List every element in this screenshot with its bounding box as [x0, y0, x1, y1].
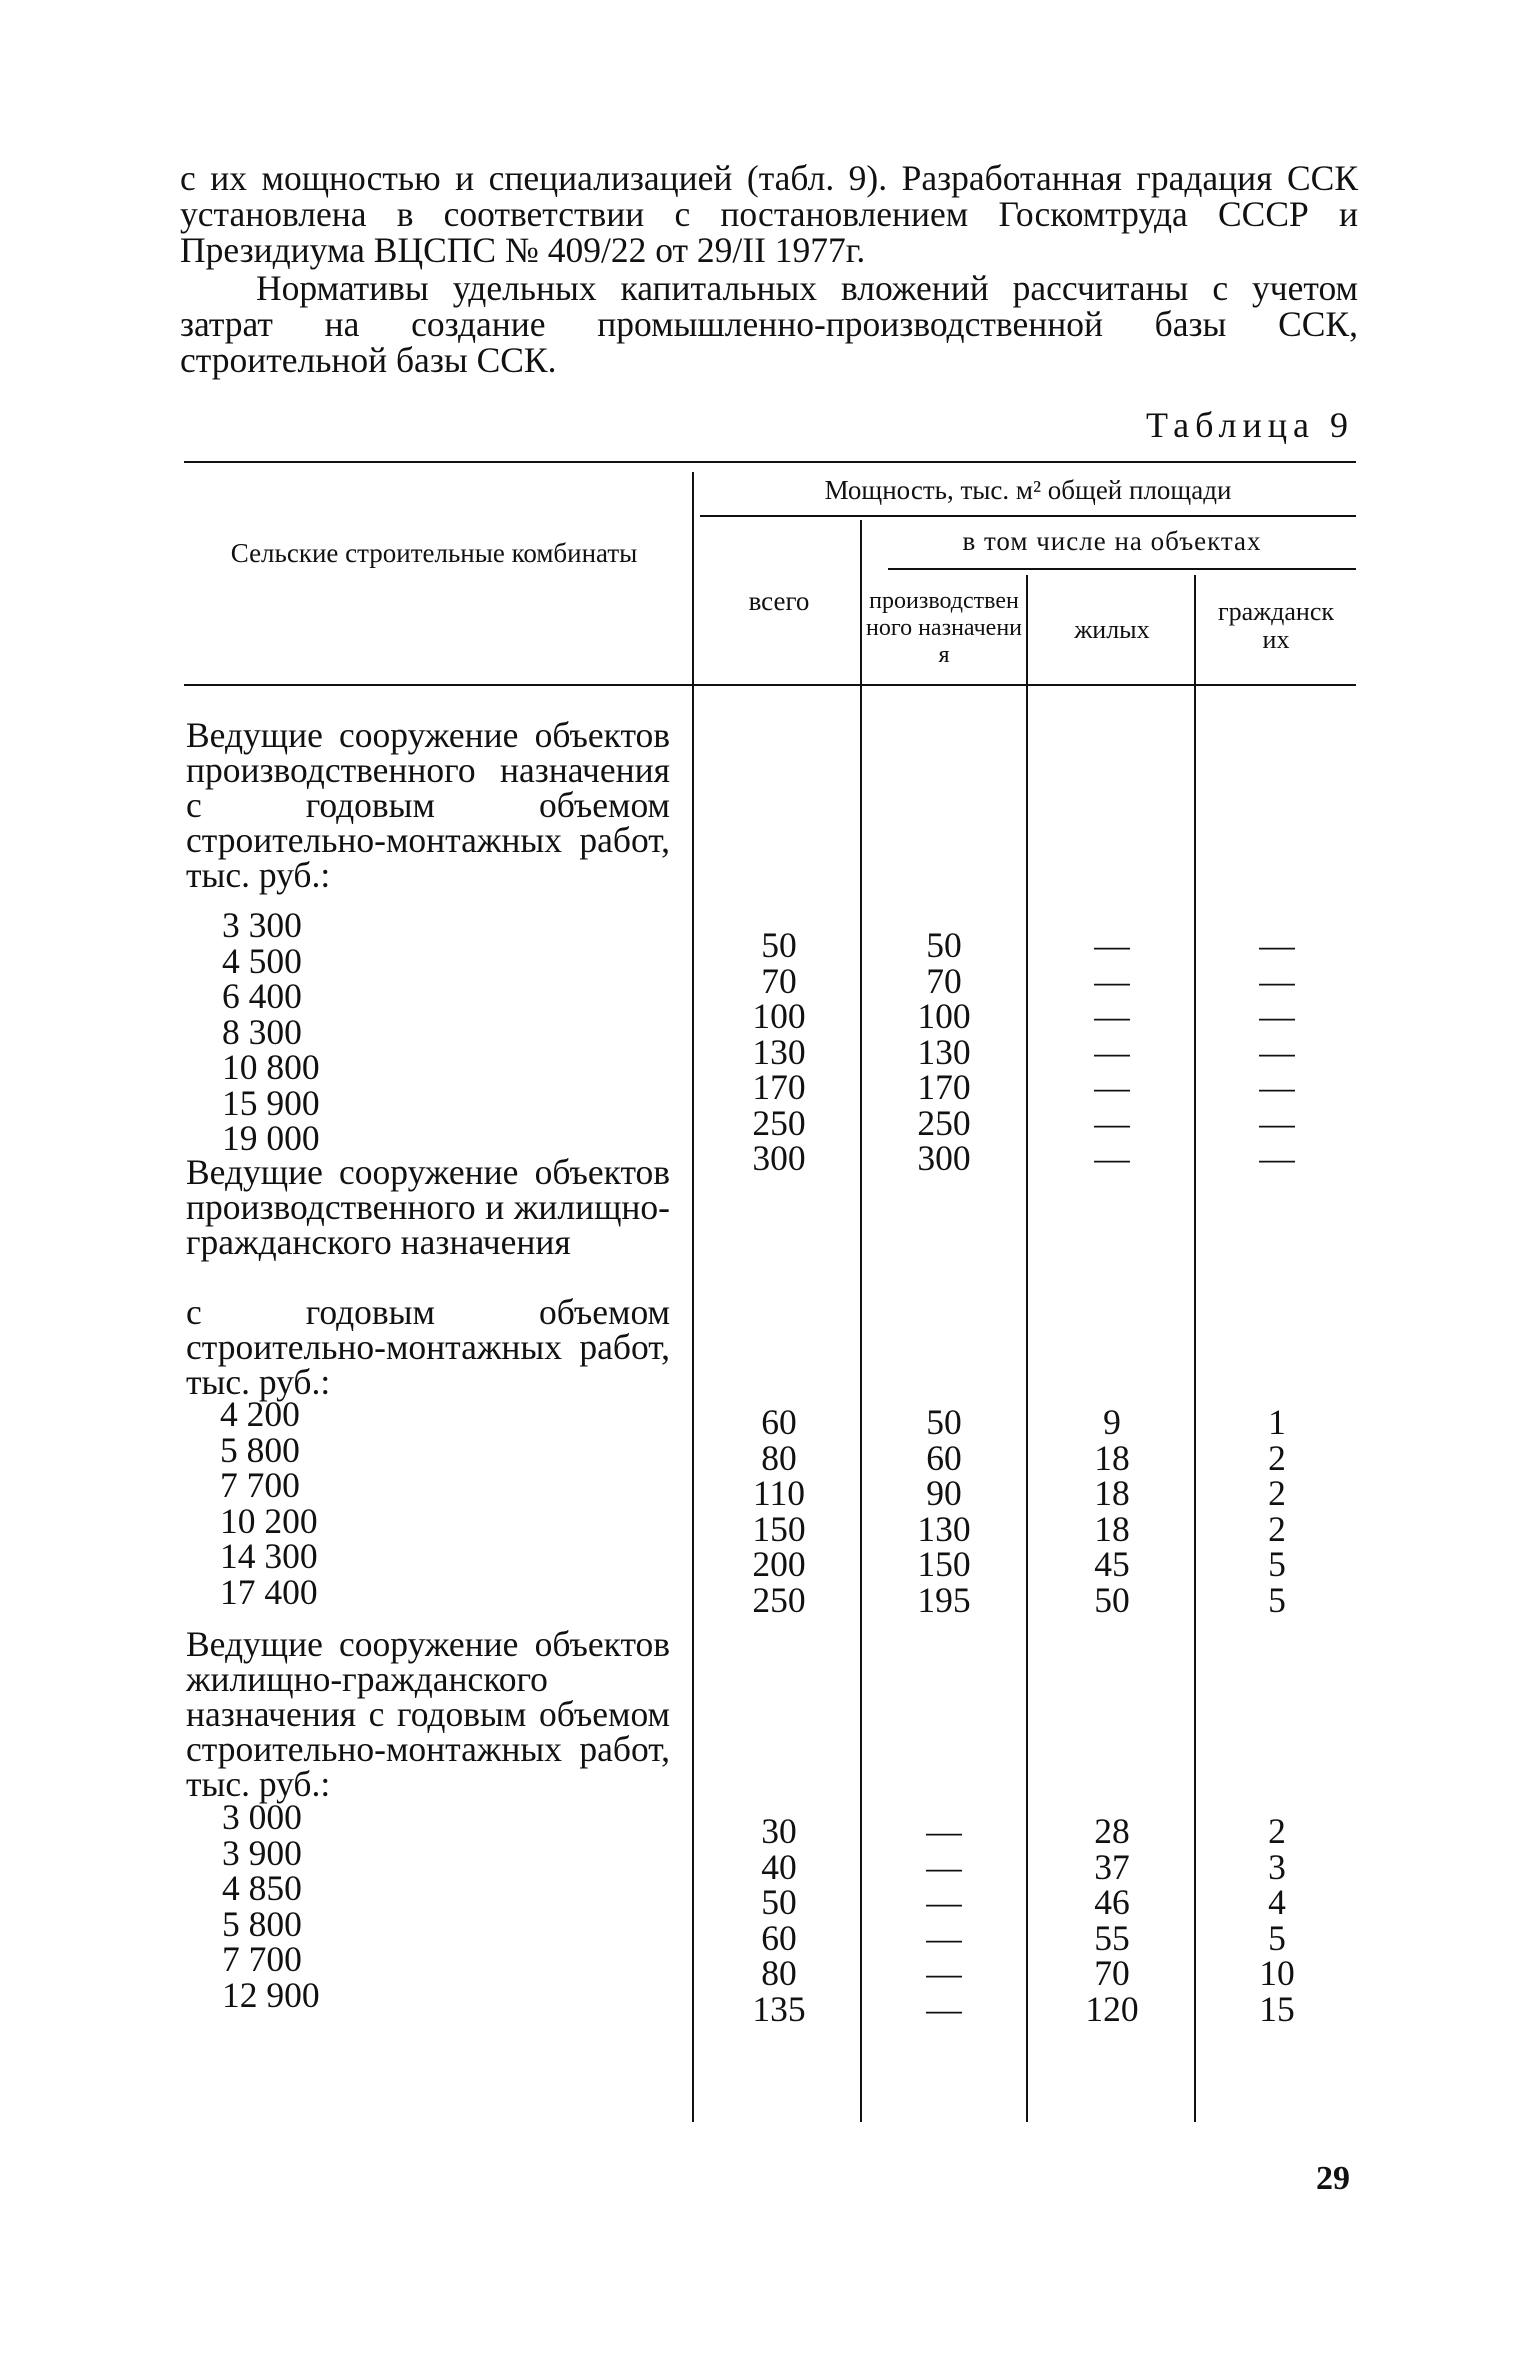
row-header: Сельские строительные комбинаты [230, 538, 638, 568]
civil-cell: — [1259, 1067, 1295, 1107]
production-cell: 130 [917, 1508, 971, 1549]
civil-cell: — [1259, 925, 1295, 965]
capacity-header: Мощность, тыс. м² общей площади [824, 475, 1232, 505]
total-cell: 100 [752, 996, 806, 1036]
total-cell: 150 [752, 1508, 806, 1549]
page-number: 29 [1316, 2160, 1350, 2197]
intro-text [180, 160, 1358, 378]
group-2-total-col [700, 1402, 858, 1620]
table-top-rule [184, 461, 1356, 463]
production-cell: 150 [917, 1544, 971, 1584]
civil-cell: 5 [1268, 1579, 1286, 1620]
group-3-total-col [700, 1811, 858, 2029]
volume-cell: 4 850 [222, 1868, 302, 1908]
residential-cell: 18 [1094, 1437, 1130, 1478]
production-cell: — [926, 1846, 962, 1887]
residential-cell: — [1094, 1102, 1130, 1143]
total-cell: 250 [752, 1102, 806, 1143]
civil-cell: — [1259, 960, 1295, 1001]
civil-cell: 2 [1268, 1508, 1286, 1549]
volume-cell: 10 200 [220, 1500, 318, 1541]
civil-cell: 5 [1268, 1917, 1286, 1958]
group-2-production-col [866, 1402, 1022, 1620]
residential-cell: 9 [1103, 1402, 1121, 1442]
total-header: всего [748, 586, 810, 616]
production-cell: — [926, 1988, 962, 2029]
total-cell: 200 [752, 1544, 806, 1584]
group-1-production-col [866, 925, 1022, 1178]
group-2-label-a: Ведущие сооружение объектов производственного и жилищно-гражданского назначения [186, 1152, 670, 1262]
civil-cell: — [1259, 1138, 1295, 1178]
total-cell: 130 [752, 1031, 806, 1072]
civil-cell: 3 [1268, 1846, 1286, 1887]
total-cell: 80 [761, 1953, 797, 1993]
intro-paragraph-1: с их мощностью и специализацией (табл. 9). Разработанная градация ССК установлена в соответствии с постановлением Госкомтруда СССР и Президиума ВЦСПС № 409/22 от 29/II 1977г. [180, 158, 1358, 270]
group-1-volumes [222, 905, 320, 1158]
residential-cell: 55 [1094, 1917, 1130, 1958]
total-cell: 70 [761, 960, 797, 1001]
residential-cell: — [1094, 1138, 1130, 1178]
intro-paragraph-2: Нормативы удельных капитальных вложений рассчитаны с учетом затрат на создание промышленно-производственной базы ССК, строительной базы ССК. [180, 268, 1358, 380]
production-cell: 90 [926, 1473, 962, 1513]
production-cell: 170 [917, 1067, 971, 1107]
group-3-residential-col [1032, 1811, 1192, 2029]
group-2-volumes [220, 1394, 318, 1612]
volume-cell: 14 300 [220, 1536, 318, 1576]
total-cell: 60 [761, 1917, 797, 1958]
residential-cell: 28 [1094, 1811, 1130, 1851]
volume-cell: 10 800 [222, 1047, 320, 1087]
residential-cell: — [1094, 996, 1130, 1036]
col-divider-2 [860, 520, 862, 2122]
residential-cell: 70 [1094, 1953, 1130, 1993]
col-divider-1 [692, 472, 694, 2122]
group-3-civil-col [1198, 1811, 1356, 2029]
production-cell: 300 [917, 1138, 971, 1178]
production-cell: 250 [917, 1102, 971, 1143]
volume-cell: 7 700 [220, 1465, 300, 1505]
volume-cell: 5 800 [220, 1429, 300, 1470]
residential-cell: 50 [1094, 1579, 1130, 1620]
total-cell: 80 [761, 1437, 797, 1478]
civil-cell: 1 [1268, 1402, 1286, 1442]
total-cell: 40 [761, 1846, 797, 1887]
volume-cell: 3 000 [222, 1797, 302, 1837]
civil-cell: 2 [1268, 1437, 1286, 1478]
residential-cell: 37 [1094, 1846, 1130, 1887]
volume-cell: 12 900 [222, 1974, 320, 2015]
total-cell: 50 [761, 925, 797, 965]
group-1-total-col [700, 925, 858, 1178]
production-cell: 100 [917, 996, 971, 1036]
civil-cell: — [1259, 996, 1295, 1036]
capacity-underline [700, 515, 1356, 517]
volume-cell: 17 400 [220, 1571, 318, 1612]
residential-header: жилых [1074, 615, 1150, 644]
group-2-residential-col [1032, 1402, 1192, 1620]
production-header: производственного назначения [866, 588, 1023, 668]
group-1-label: Ведущие сооружение объектов производственного назначения с годовым объемом строительно-монтажных работ, тыс. руб.: [186, 715, 670, 895]
residential-cell: 45 [1094, 1544, 1130, 1584]
production-cell: 50 [926, 925, 962, 965]
production-cell: — [926, 1882, 962, 1922]
total-cell: 250 [752, 1579, 806, 1620]
total-cell: 170 [752, 1067, 806, 1107]
residential-cell: — [1094, 960, 1130, 1001]
total-cell: 110 [753, 1473, 805, 1513]
volume-cell: 4 500 [222, 940, 302, 981]
civil-cell: 2 [1268, 1473, 1286, 1513]
total-cell: 30 [761, 1811, 797, 1851]
civil-cell: 2 [1268, 1811, 1286, 1851]
residential-cell: — [1094, 1067, 1130, 1107]
residential-cell: 120 [1085, 1988, 1139, 2029]
residential-cell: 18 [1094, 1508, 1130, 1549]
volume-cell: 3 300 [222, 905, 302, 945]
including-header: в том числе на объектах [962, 526, 1262, 556]
civil-cell: — [1259, 1102, 1295, 1143]
civil-header: гражданских [1217, 597, 1335, 654]
production-cell: 50 [926, 1402, 962, 1442]
group-3-production-col [866, 1811, 1022, 2029]
volume-cell: 8 300 [222, 1011, 302, 1052]
residential-cell: — [1094, 1031, 1130, 1072]
group-1-civil-col [1198, 925, 1356, 1178]
group-2-label-b: с годовым объемом строительно-монтажных работ, тыс. руб.: [186, 1292, 670, 1402]
header-bottom-rule [184, 684, 1356, 686]
production-cell: — [926, 1953, 962, 1993]
col-divider-4 [1194, 575, 1196, 2122]
volume-cell: 3 900 [222, 1832, 302, 1873]
group-2-civil-col [1198, 1402, 1356, 1620]
volume-cell: 5 800 [222, 1903, 302, 1944]
volume-cell: 6 400 [222, 976, 302, 1016]
total-cell: 135 [752, 1988, 806, 2029]
volume-cell: 15 900 [222, 1082, 320, 1123]
residential-cell: 46 [1094, 1882, 1130, 1922]
production-cell: 130 [917, 1031, 971, 1072]
col-divider-3 [1026, 575, 1028, 2122]
including-underline [888, 568, 1356, 570]
residential-cell: 18 [1094, 1473, 1130, 1513]
volume-cell: 7 700 [222, 1939, 302, 1979]
civil-cell: 15 [1259, 1988, 1295, 2029]
group-3-label: Ведущие сооружение объектов жилищно-гражданского назначения с годовым объемом строительно-монтажных работ, тыс. руб.: [186, 1624, 670, 1804]
civil-cell: 10 [1259, 1953, 1295, 1993]
residential-cell: — [1094, 925, 1130, 965]
production-cell: 70 [926, 960, 962, 1001]
group-1-residential-col [1032, 925, 1192, 1178]
civil-cell: — [1259, 1031, 1295, 1072]
production-cell: 195 [917, 1579, 971, 1620]
group-3-volumes [222, 1797, 320, 2015]
total-cell: 60 [761, 1402, 797, 1442]
production-cell: — [926, 1811, 962, 1851]
civil-cell: 4 [1268, 1882, 1286, 1922]
table-label: Таблица 9 [1146, 405, 1354, 445]
total-cell: 50 [761, 1882, 797, 1922]
volume-cell: 19 000 [222, 1118, 320, 1158]
civil-cell: 5 [1268, 1544, 1286, 1584]
total-cell: 300 [752, 1138, 806, 1178]
volume-cell: 4 200 [220, 1394, 300, 1434]
production-cell: 60 [926, 1437, 962, 1478]
production-cell: — [926, 1917, 962, 1958]
